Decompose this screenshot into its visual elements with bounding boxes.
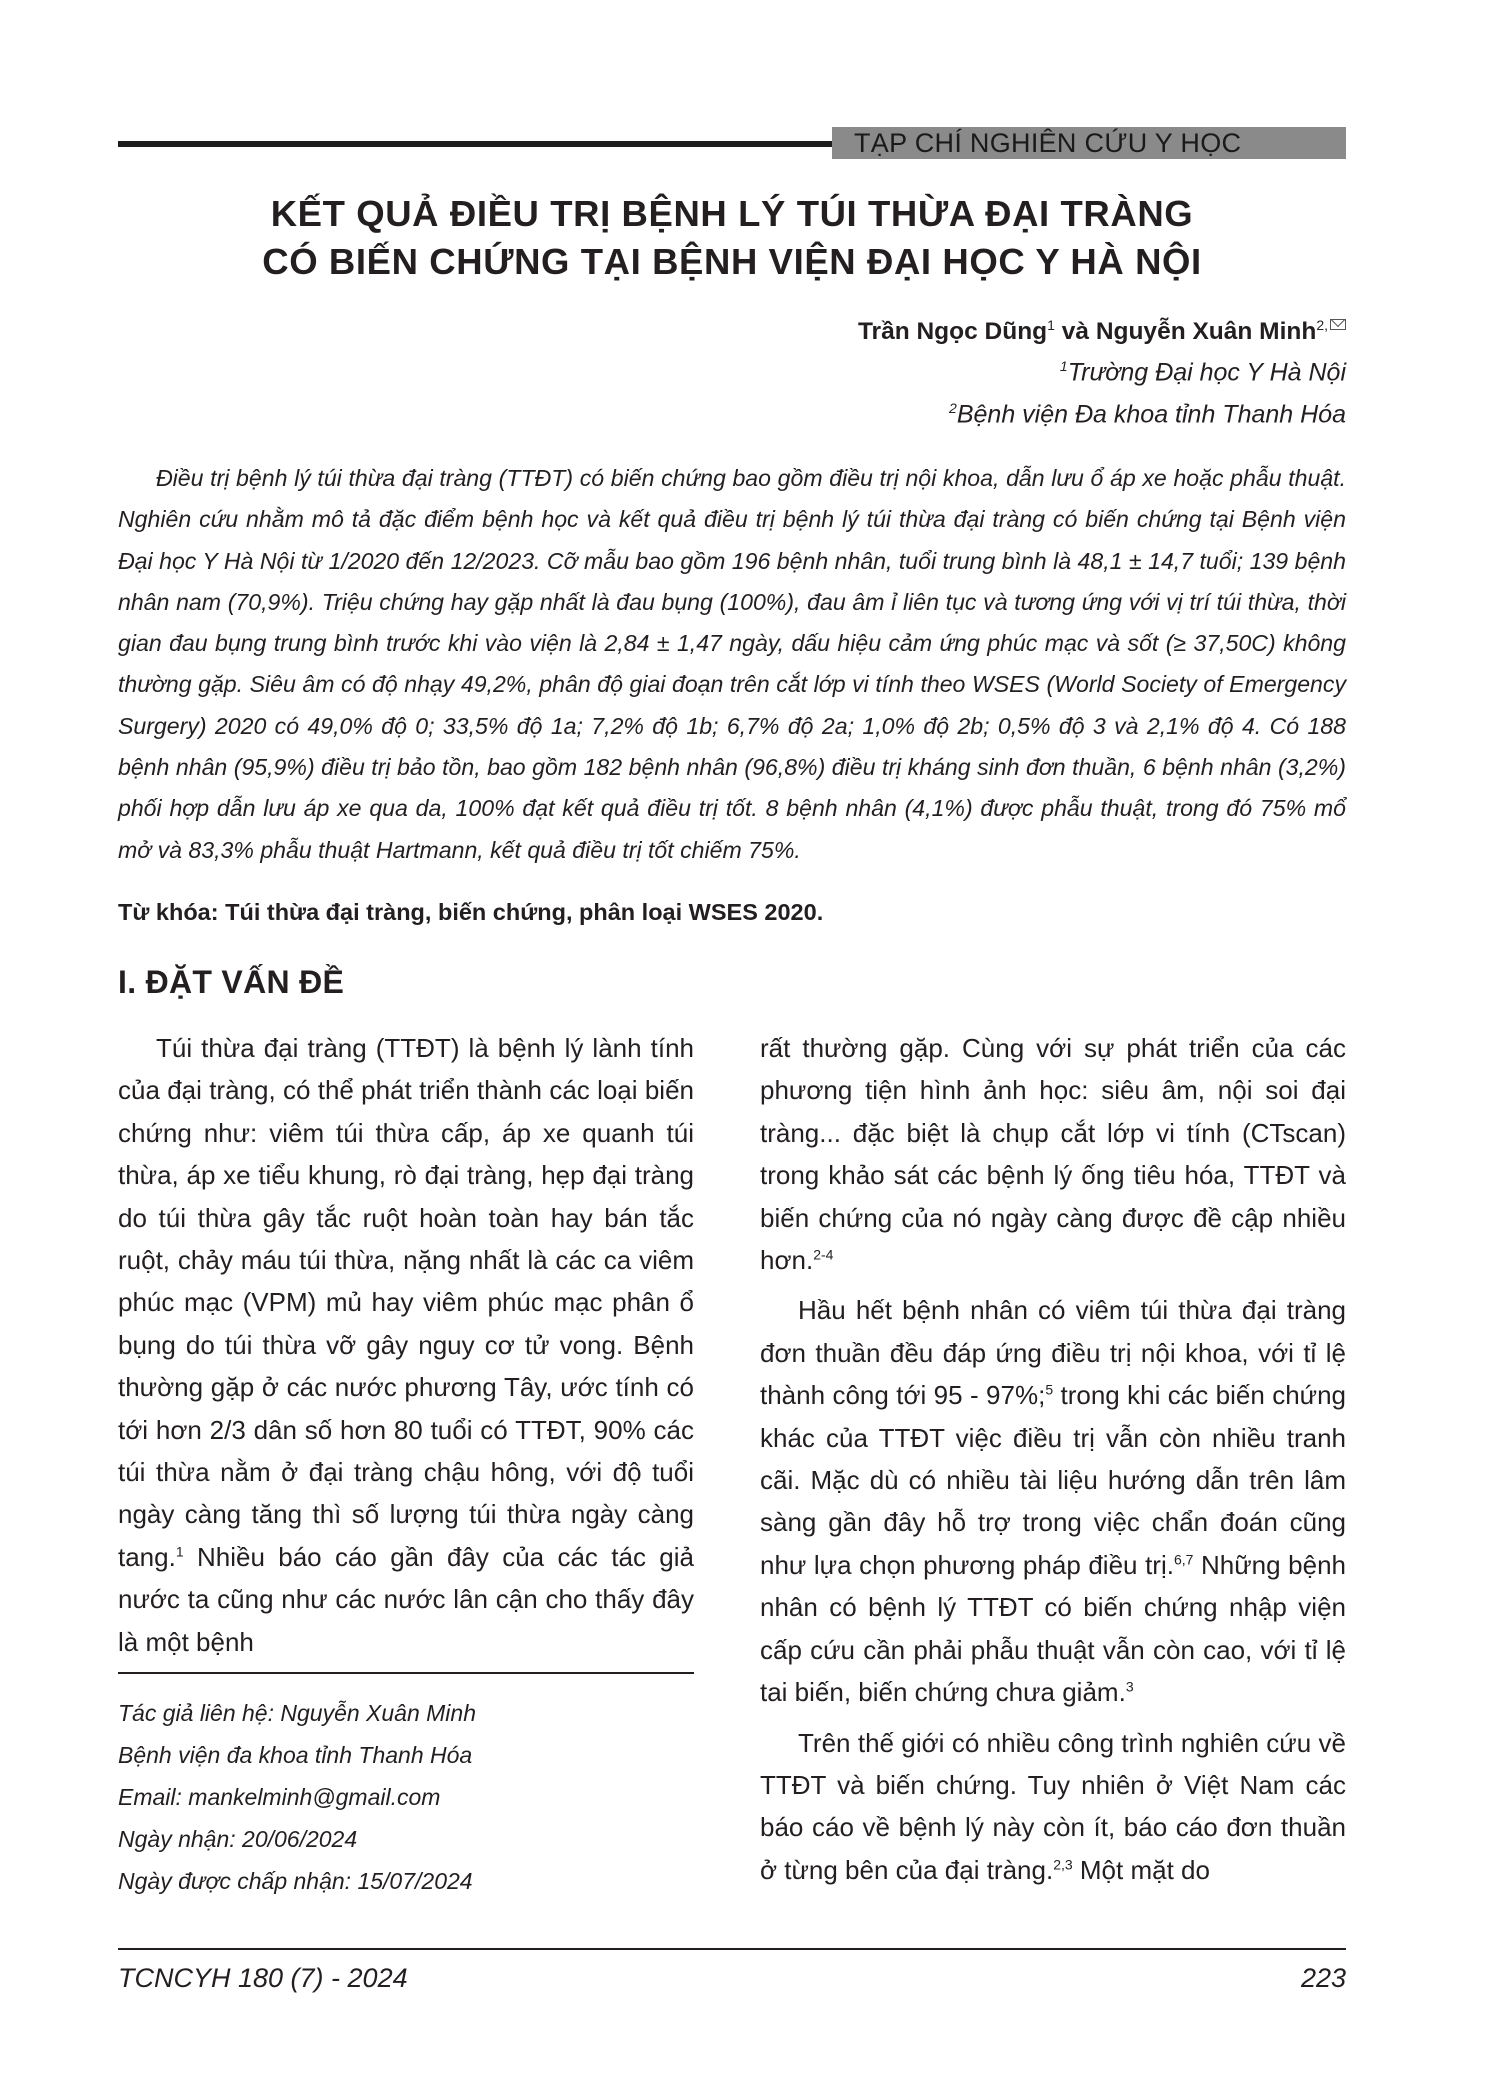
affiliation-2-mark: 2 [949, 400, 957, 416]
intro-paragraph-continued [760, 1027, 1346, 1281]
footnote-divider [118, 1672, 694, 1674]
footer-page-number: 223 [1300, 1963, 1346, 1993]
authors-line [858, 317, 1346, 346]
footer-journal-issue: TCNCYH 180 (7) - 2024 [118, 1963, 408, 1993]
intro-paragraph-3 [760, 1722, 1346, 1892]
footnote-accepted-date: Ngày được chấp nhận: 15/07/2024 [118, 1868, 473, 1894]
header-rule [118, 141, 832, 147]
article-title [118, 190, 1346, 286]
body-column-left [118, 1027, 694, 1671]
intro-p2-text-c: Những bệnh nhân có bệnh lý TTĐT có biến chứng nhập viện cấp cứu cần phải phẫu thuật vẫn còn cao, với tỉ lệ tai biến, biến chứng chưa giảm. [760, 1549, 1346, 1708]
section-heading-introduction: I. ĐẶT VẤN ĐỀ [118, 964, 345, 1000]
affiliation-1-text: Trường Đại học Y Hà Nội [1067, 358, 1346, 387]
journal-name-band: TẠP CHÍ NGHIÊN CỨU Y HỌC [832, 127, 1346, 159]
citation-ref: 1 [175, 1543, 184, 1560]
intro-p3-text-a: Trên thế giới có nhiều công trình nghiên cứu về TTĐT và biến chứng. Tuy nhiên ở Việt Nam các báo cáo về bệnh lý này còn ít, báo cáo đơn thuần ở từng bên của đại tràng. [760, 1727, 1346, 1885]
footnote-received-date: Ngày nhận: 20/06/2024 [118, 1826, 358, 1852]
citation-ref: 2-4 [813, 1246, 834, 1263]
author-2-affil-mark: 2, [1316, 317, 1328, 333]
affiliation-1-mark: 1 [1059, 358, 1068, 374]
citation-ref: 6,7 [1173, 1551, 1194, 1568]
footnote-contact: Tác giả liên hệ: Nguyễn Xuân Minh [118, 1700, 476, 1726]
envelope-icon [1330, 319, 1346, 330]
footnote-email: Email: mankelminh@gmail.com [118, 1784, 441, 1810]
affiliation-2 [949, 400, 1346, 429]
citation-ref: 2,3 [1053, 1856, 1073, 1873]
footnote-institution: Bệnh viện đa khoa tỉnh Thanh Hóa [118, 1742, 473, 1768]
intro-p1-text-b: Nhiều báo cáo gần đây của các tác giả nước ta cũng như các nước lân cận cho thấy đây là một bệnh [118, 1541, 694, 1657]
intro-p3-text-b: Một mặt do [1072, 1854, 1210, 1885]
affiliation-1 [1060, 358, 1346, 387]
abstract-text: Điều trị bệnh lý túi thừa đại tràng (TTĐT) có biến chứng bao gồm điều trị nội khoa, dẫn lưu ổ áp xe hoặc phẫu thuật. Nghiên cứu nhằm mô tả đặc điểm bệnh học và kết quả điều trị bệnh lý túi thừa đại tràng có biến chứng tại Bệnh viện Đại học Y Hà Nội từ 1/2020 đến 12/2023. Cỡ mẫu bao gồm 196 bệnh nhân, tuổi trung bình là 48,1 ± 14,7 tuổi; 139 bệnh nhân nam (70,9%). Triệu chứng hay gặp nhất là đau bụng (100%), đau âm ỉ liên tục và tương ứng với vị trí túi thừa, thời gian đau bụng trung bình trước khi vào viện là 2,84 ± 1,47 ngày, dấu hiệu cảm ứng phúc mạc và sốt (≥ 37,50C) không thường gặp. Siêu âm có độ nhạy 49,2%, phân độ giai đoạn trên cắt lớp vi tính theo WSES (World Society of Emergency Surgery) 2020 có 49,0% độ 0; 33,5% độ 1a; 7,2% độ 1b; 6,7% độ 2a; 1,0% độ 2b; 0,5% độ 3 và 2,1% độ 4. Có 188 bệnh nhân (95,9%) điều trị bảo tồn, bao gồm 182 bệnh nhân (96,8%) điều trị kháng sinh đơn thuần, 6 bệnh nhân (3,2%) phối hợp dẫn lưu áp xe qua da, 100% đạt kết quả điều trị tốt. 8 bệnh nhân (4,1%) được phẫu thuật, trong đó 75% mổ mở và 83,3% phẫu thuật Hartmann, kết quả điều trị tốt chiếm 75%. [118, 465, 1346, 863]
title-line-1: KẾT QUẢ ĐIỀU TRỊ BỆNH LÝ TÚI THỪA ĐẠI TRÀNG [270, 193, 1194, 234]
author-1-affil-mark: 1 [1047, 317, 1055, 333]
intro-cont-text: rất thường gặp. Cùng với sự phát triển của các phương tiện hình ảnh học: siêu âm, nội soi đại tràng... đặc biệt là chụp cắt lớp vi tính (CTscan) trong khảo sát các bệnh lý ống tiêu hóa, TTĐT và biến chứng của nó ngày càng được đề cập nhiều hơn. [760, 1033, 1346, 1276]
intro-paragraph-2 [760, 1289, 1346, 1713]
footer-rule [118, 1948, 1346, 1950]
author-joiner: và [1054, 318, 1096, 346]
intro-p2-text-b: trong khi các biến chứng khác của TTĐT việc điều trị vẫn còn nhiều tranh cãi. Mặc dù có nhiều tài liệu hướng dẫn trên lâm sàng gần đây hỗ trợ trong việc chẩn đoán cũng như lựa chọn phương pháp điều trị. [760, 1380, 1346, 1580]
author-1: Trần Ngọc Dũng [857, 318, 1048, 346]
author-2: Nguyễn Xuân Minh [1095, 318, 1317, 346]
intro-p1-text-a: Túi thừa đại tràng (TTĐT) là bệnh lý lành tính của đại tràng, có thể phát triển thành các loại biến chứng như: viêm túi thừa cấp, áp xe quanh túi thừa, áp xe tiểu khung, rò đại tràng, hẹp đại tràng do túi thừa gây tắc ruột hoàn toàn hay bán tắc ruột, chảy máu túi thừa, nặng nhất là các ca viêm phúc mạc (VPM) mủ hay viêm phúc mạc phân ổ bụng do túi thừa vỡ gây nguy cơ tử vong. Bệnh thường gặp ở các nước phương Tây, ước tính có tới hơn 2/3 dân số hơn 80 tuổi có TTĐT, 90% các túi thừa nằm ở đại tràng chậu hông, với độ tuổi ngày càng tăng thì số lượng túi thừa ngày càng tang. [118, 1033, 694, 1572]
correspondence-footnote [118, 1692, 694, 1902]
intro-paragraph-1 [118, 1027, 694, 1663]
body-column-right [760, 1027, 1346, 1899]
keywords: Từ khóa: Túi thừa đại tràng, biến chứng, phân loại WSES 2020. [118, 899, 824, 925]
affiliation-2-text: Bệnh viện Đa khoa tỉnh Thanh Hóa [956, 400, 1346, 429]
title-line-2: CÓ BIẾN CHỨNG TẠI BỆNH VIỆN ĐẠI HỌC Y HÀ NỘI [262, 241, 1202, 282]
citation-ref: 3 [1125, 1678, 1134, 1695]
intro-p2-text-a: Hầu hết bệnh nhân có viêm túi thừa đại tràng đơn thuần đều đáp ứng điều trị nội khoa, với tỉ lệ thành công tới 95 - 97%; [760, 1295, 1346, 1411]
citation-ref: 5 [1045, 1381, 1054, 1398]
